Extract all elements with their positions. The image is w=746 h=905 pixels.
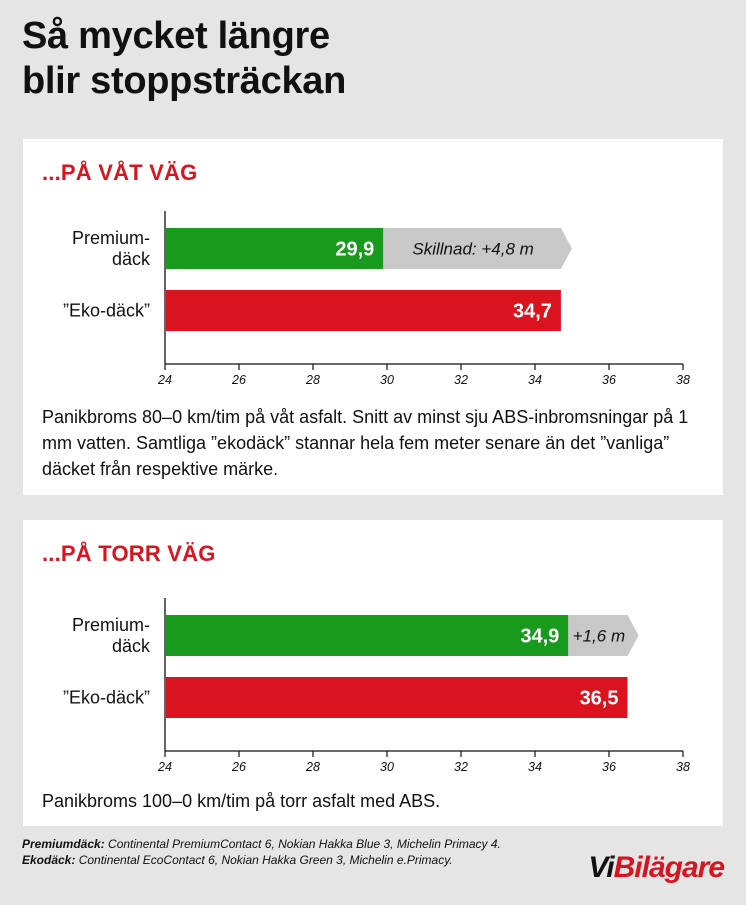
dry-bar-value-0: 34,9: [520, 625, 560, 648]
dry-bar-0: [166, 615, 568, 656]
wet-road-card: [23, 139, 723, 495]
dry-road-description: Panikbroms 100–0 km/tim på torr asfalt med ABS.: [42, 791, 441, 811]
dry-road-chart: [23, 598, 723, 778]
wet-road-title: ...PÅ VÅT VÄG: [42, 160, 198, 185]
dry-tick-label-7: 38: [676, 760, 690, 774]
wet-bar-value-0: 29,9: [335, 238, 375, 261]
dry-tick-label-2: 28: [306, 760, 320, 774]
dry-bar-1: [166, 677, 628, 718]
footnote: [22, 836, 542, 868]
dry-tick-label-6: 36: [602, 760, 616, 774]
footnote-eko-label: Ekodäck:: [22, 853, 76, 867]
logo-bilagare: Bilägare: [613, 851, 724, 884]
wet-road-chart: [23, 211, 723, 391]
footnote-eko-text: Continental EcoContact 6, Nokian Hakka Green 3, Michelin e.Primacy.: [75, 853, 453, 867]
dry-tick-label-5: 34: [528, 760, 542, 774]
headline-line-1: Så mycket längre: [22, 15, 330, 57]
wet-category-label-0-1: däck: [111, 249, 150, 269]
headline-line-2: blir stoppsträckan: [22, 60, 347, 102]
wet-road-description: Panikbroms 80–0 km/tim på våt asfalt. Snitt av minst sju ABS-inbromsningar på 1 mm vatten. Samtliga ”ekodäck” stannar hela fem meter senare än det ”vanliga” däcket från respektive märke.: [42, 407, 689, 479]
wet-tick-label-7: 38: [676, 373, 690, 387]
dry-category-label-0-0: Premium-: [71, 615, 150, 635]
dry-road-title: ...PÅ TORR VÄG: [42, 541, 216, 566]
dry-bar-value-1: 36,5: [579, 687, 619, 710]
wet-tick-label-2: 28: [306, 373, 320, 387]
dry-category-label-0-1: däck: [111, 636, 150, 656]
wet-tick-label-4: 32: [454, 373, 468, 387]
dry-tick-label-3: 30: [380, 760, 394, 774]
wet-category-label-0-0: Premium-: [71, 228, 150, 248]
wet-tick-label-3: 30: [380, 373, 394, 387]
dry-road-card: [23, 520, 723, 826]
dry-tick-label-0: 24: [158, 760, 172, 774]
footnote-premium-text: Continental PremiumContact 6, Nokian Hakka Blue 3, Michelin Primacy 4.: [104, 837, 501, 851]
wet-tick-label-5: 34: [528, 373, 542, 387]
headline: [22, 14, 722, 104]
footnote-premium-label: Premiumdäck:: [22, 837, 105, 851]
wet-tick-label-0: 24: [158, 373, 172, 387]
wet-category-label-1-0: ”Eko-däck”: [62, 300, 150, 321]
wet-difference-label: Skillnad: +4,8 m: [412, 239, 534, 259]
dry-tick-label-1: 26: [232, 760, 246, 774]
wet-bar-1: [166, 290, 561, 331]
wet-bar-value-1: 34,7: [512, 300, 552, 323]
dry-tick-label-4: 32: [454, 760, 468, 774]
dry-category-label-1-0: ”Eko-däck”: [62, 687, 150, 708]
dry-difference-label: +1,6 m: [572, 626, 626, 646]
wet-tick-label-1: 26: [232, 373, 246, 387]
vi-bilagare-logo: [588, 850, 724, 886]
logo-vi: Vi: [588, 851, 614, 884]
wet-tick-label-6: 36: [602, 373, 616, 387]
